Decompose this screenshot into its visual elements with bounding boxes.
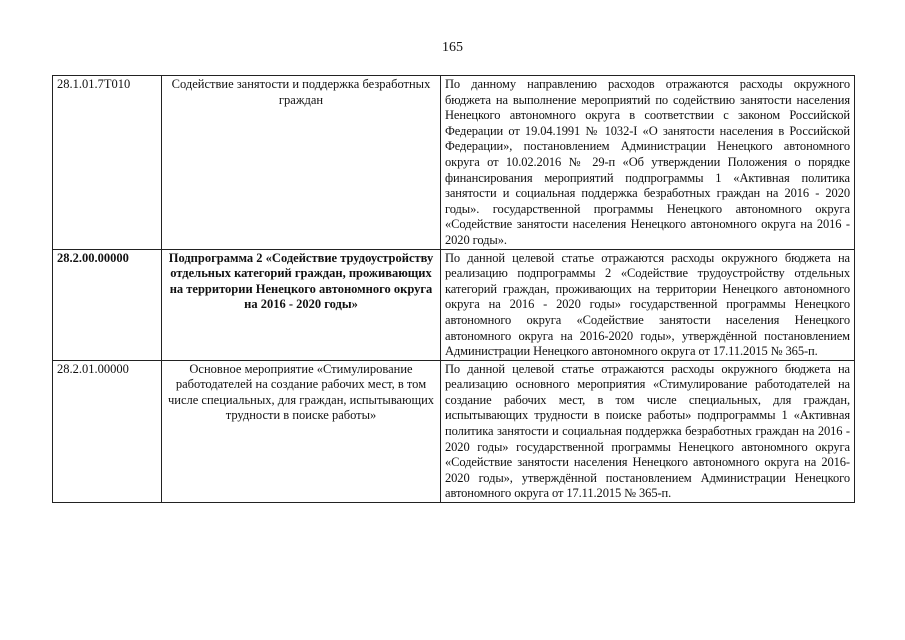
- target-article-code: 28.1.01.7Т010: [53, 76, 162, 250]
- table-row: [53, 76, 855, 250]
- target-article-code: 28.2.01.00000: [53, 360, 162, 502]
- target-article-description: По данной целевой статье отражаются расходы окружного бюджета на реализацию основного мероприятия «Стимулирование работодателей на создание рабочих мест, в том числе специальных, для граждан, испытывающих трудности в поиске работы» подпрограммы 1 «Активная политика занятости и социальная поддержка безработных граждан на 2016 - 2020 годы» государственной программы Ненецкого автономного округа «Содействие занятости населения Ненецкого автономного округа на 2016-2020 годы», утверждённой постановлением Администрации Ненецкого автономного округа от 17.11.2015 № 365-п.: [441, 360, 855, 502]
- target-article-description: По данной целевой статье отражаются расходы окружного бюджета на реализацию подпрограммы 2 «Содействие трудоустройству отдельных категорий граждан, проживающих на территории Ненецкого автономного округа на 2016 - 2020 годы» государственной программы Ненецкого автономного округа «Содействие занятости населения Ненецкого автономного округа на 2016-2020 годы», утверждённой постановлением Администрации Ненецкого автономного округа от 17.11.2015 № 365-п.: [441, 249, 855, 360]
- target-article-name: Основное мероприятие «Стимулирование работодателей на создание рабочих мест, в том числе специальных, для граждан, испытывающих трудности в поиске работы»: [162, 360, 441, 502]
- budget-classification-table: [52, 75, 855, 503]
- table-row: [53, 360, 855, 502]
- target-article-name: Подпрограмма 2 «Содействие трудоустройству отдельных категорий граждан, проживающих на территории Ненецкого автономного округа на 2016 - 2020 годы»: [162, 249, 441, 360]
- target-article-description: По данному направлению расходов отражаются расходы окружного бюджета на выполнение мероприятий по содействию занятости населения Ненецкого автономного округа в соответствии с законом Российской Федерации от 19.04.1991 № 1032-I «О занятости населения в Российской Федерации», постановлением Администрации Ненецкого автономного округа от 10.02.2016 № 29-п «Об утверждении Положения о порядке финансирования мероприятий подпрограммы 1 «Активная политика занятости и социальная поддержка безработных граждан на 2016 - 2020 годы». государственной программы Ненецкого автономного округа «Содействие занятости населения Ненецкого автономного округа на 2016 - 2020 годы».: [441, 76, 855, 250]
- target-article-name: Содействие занятости и поддержка безработных граждан: [162, 76, 441, 250]
- target-article-code: 28.2.00.00000: [53, 249, 162, 360]
- page-number: 165: [442, 40, 463, 55]
- table-row: [53, 249, 855, 360]
